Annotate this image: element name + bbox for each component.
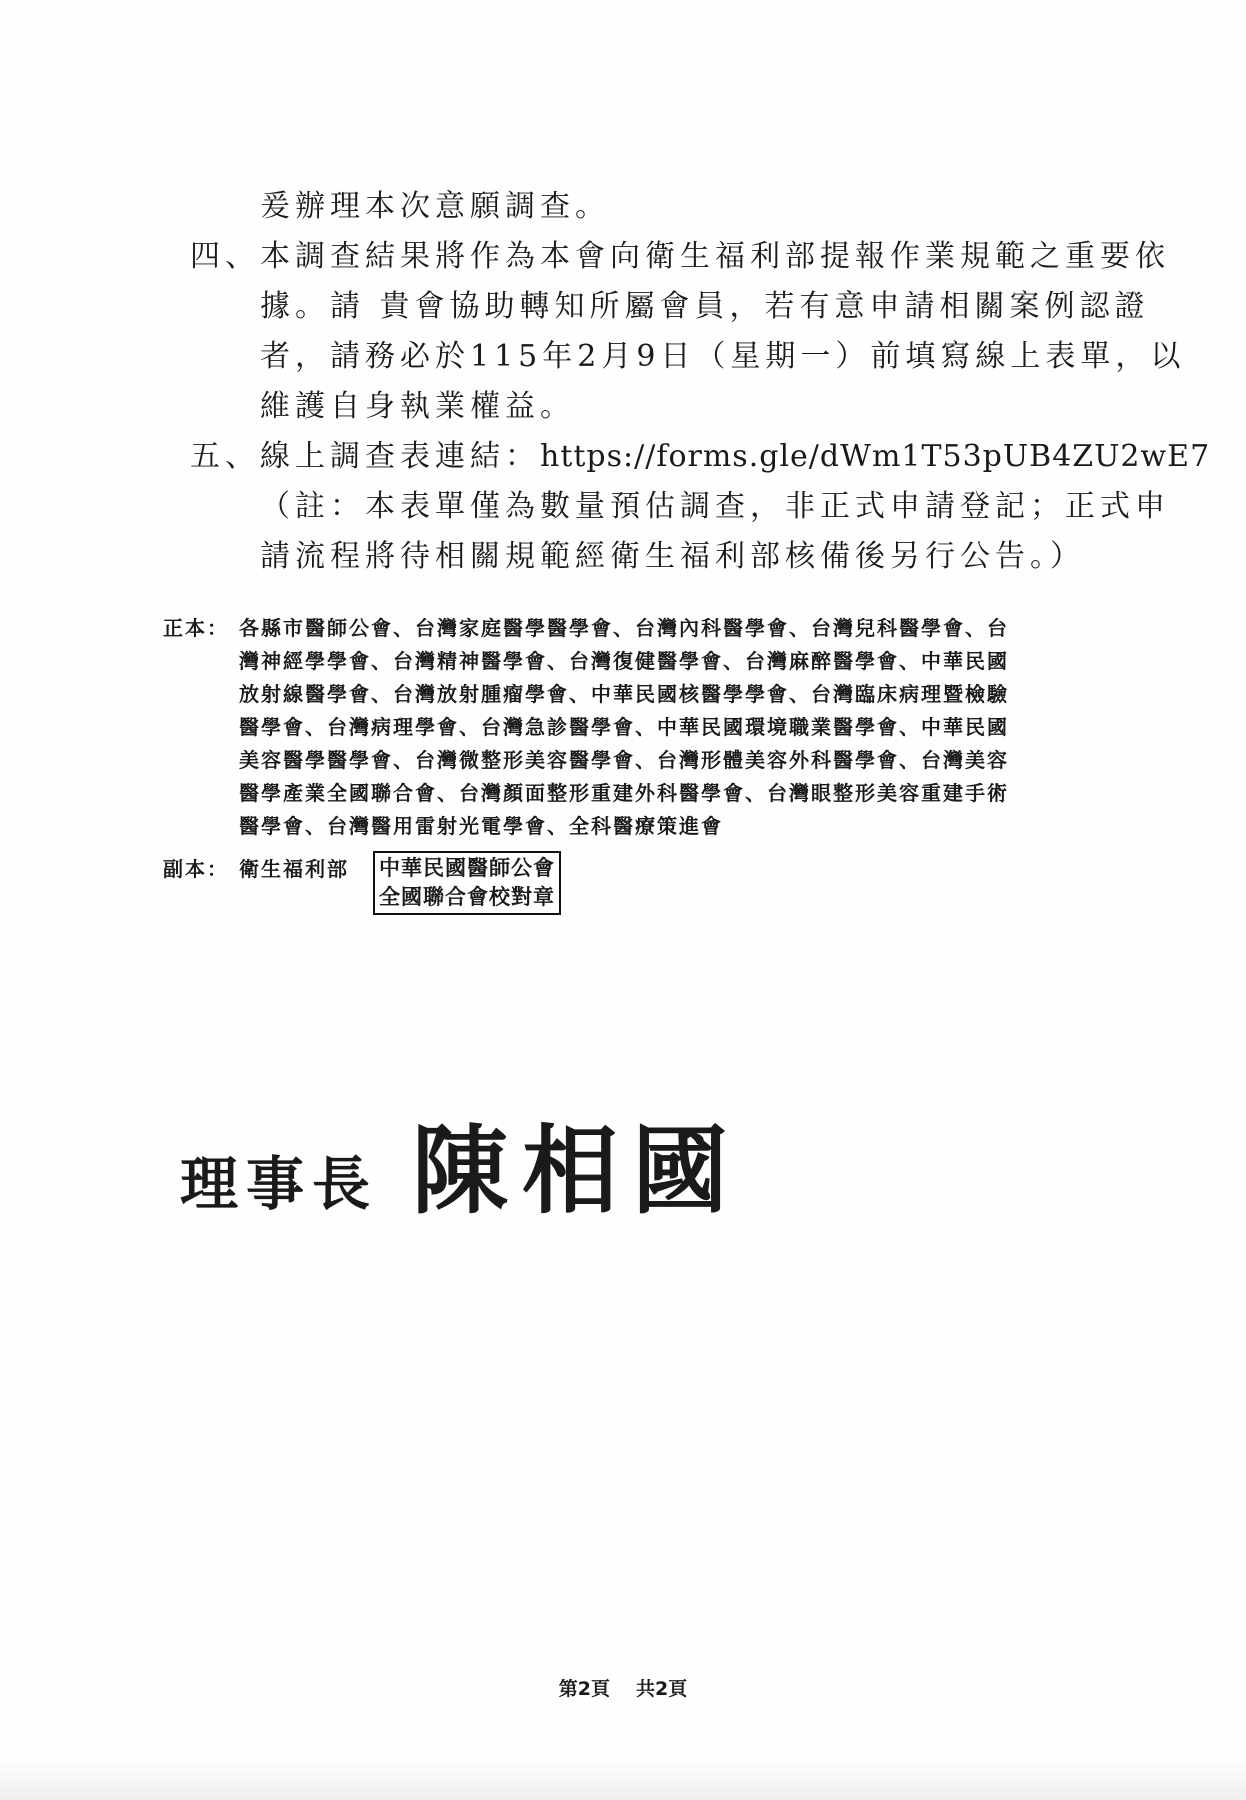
paragraph-number: 五、 (190, 439, 260, 474)
paragraph-line (260, 432, 1211, 482)
paragraph-line: 本調查結果將作為本會向衛生福利部提報作業規範之重要依 (260, 239, 1170, 274)
paragraph-4 (190, 232, 1186, 432)
signatory-name: 陳相國 (412, 1114, 743, 1227)
paragraph-line: 爰辦理本次意願調查。 (260, 189, 610, 224)
proofread-stamp (373, 851, 561, 915)
paragraph-line: 者，請務必於115年2月9日（星期一）前填寫線上表單，以 (260, 339, 1186, 374)
recipient-line: 醫學會、台灣醫用雷射光電學會、全科醫療策進會 (239, 814, 723, 838)
stamp-line: 中華民國醫師公會 (379, 856, 555, 880)
signature-block (180, 1095, 742, 1232)
page-footer (0, 1674, 1246, 1701)
recipient-line: 美容醫學醫學會、台灣微整形美容醫學會、台灣形體美容外科醫學會、台灣美容 (239, 748, 1009, 772)
recipient-line: 放射線醫學會、台灣放射腫瘤學會、中華民國核醫學學會、台灣臨床病理暨檢驗 (239, 682, 1009, 706)
paragraph-line: 請流程將待相關規範經衛生福利部核備後另行公告。） (260, 539, 1085, 574)
recipient-line: 醫學產業全國聯合會、台灣顏面整形重建外科醫學會、台灣眼整形美容重建手術 (239, 781, 1009, 805)
paragraph-line: 維護自身執業權益。 (260, 389, 575, 424)
signatory-title: 理事長 (180, 1150, 379, 1218)
paragraph-line: （註：本表單僅為數量預估調查，非正式申請登記；正式申 (260, 489, 1170, 524)
page-total: 共2頁 (636, 1678, 688, 1700)
original-recipients (163, 612, 1133, 843)
distribution-list (163, 612, 1133, 913)
original-label: 正本： (163, 616, 229, 640)
stamp-line: 全國聯合會校對章 (379, 885, 555, 909)
copy-value: 衛生福利部 (239, 857, 349, 881)
copy-recipients (163, 853, 1133, 913)
recipient-line: 各縣市醫師公會、台灣家庭醫學醫學會、台灣內科醫學會、台灣兒科醫學會、台 (239, 616, 1009, 640)
survey-link-url[interactable]: https://forms.gle/dWm1T53pUB4ZU2wE7 (540, 439, 1211, 474)
paragraph-3-tail (190, 182, 1120, 232)
copy-label: 副本： (163, 857, 229, 881)
paragraph-line: 據。請 貴會協助轉知所屬會員，若有意申請相關案例認證 (260, 289, 1150, 324)
paragraph-number: 四、 (190, 239, 260, 274)
survey-link-label: 線上調查表連結： (260, 439, 540, 474)
recipient-line: 醫學會、台灣病理學會、台灣急診醫學會、中華民國環境職業醫學會、中華民國 (239, 715, 1009, 739)
scan-edge-shadow (0, 1760, 1246, 1800)
document-body (190, 182, 1211, 582)
recipient-line: 灣神經學學會、台灣精神醫學會、台灣復健醫學會、台灣麻醉醫學會、中華民國 (239, 649, 1009, 673)
page-number: 第2頁 (558, 1678, 610, 1700)
paragraph-5 (190, 432, 1211, 582)
